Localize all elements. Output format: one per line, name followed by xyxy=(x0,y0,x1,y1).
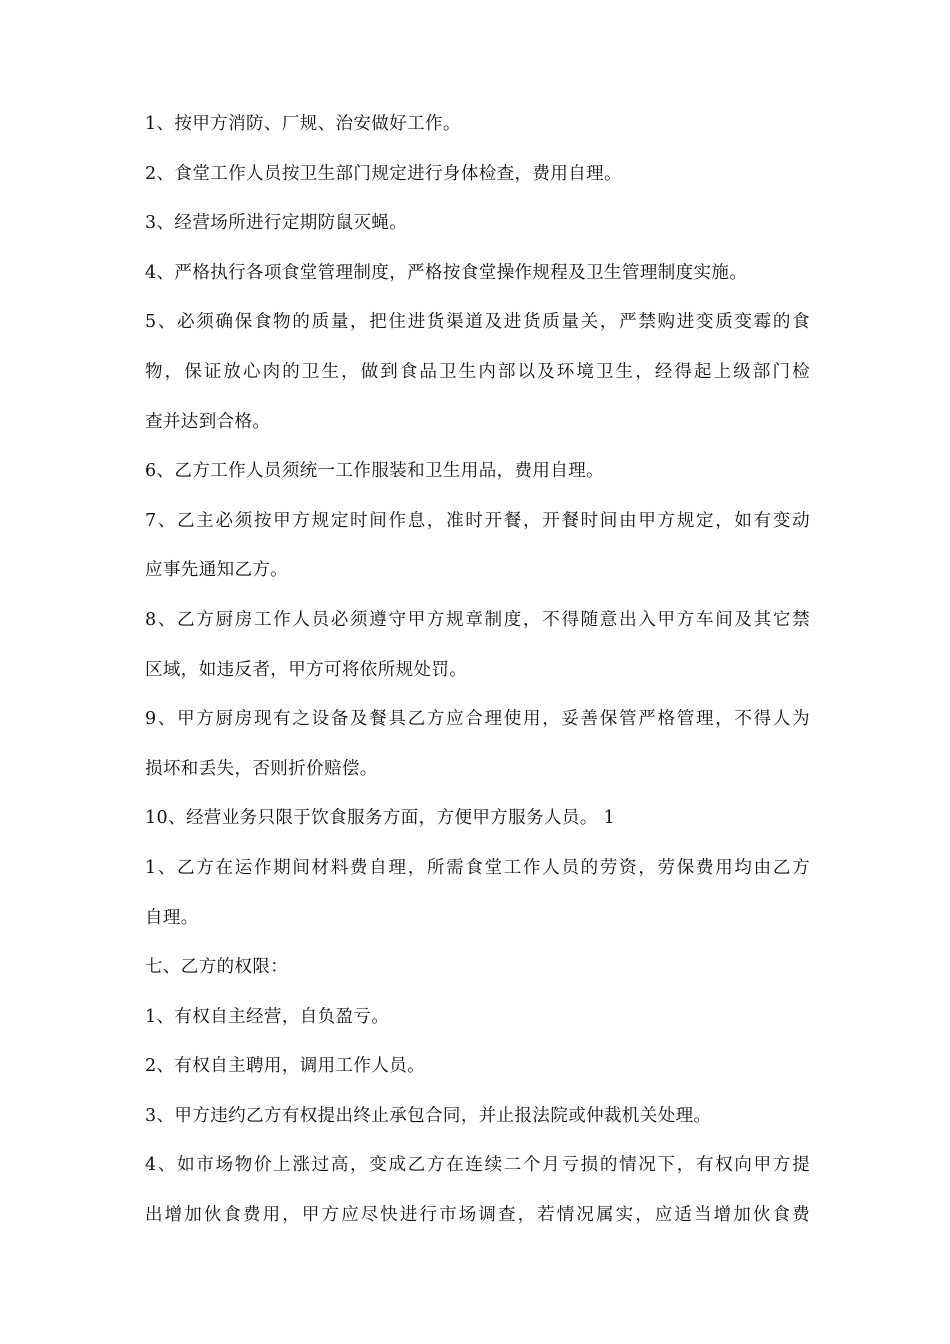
paragraph-line: 8、乙方厨房工作人员必须遵守甲方规章制度，不得随意出入甲方车间及其它禁 xyxy=(145,609,810,630)
paragraph-line: 3、经营场所进行定期防鼠灭蝇。 xyxy=(145,213,408,234)
paragraph-line: 区域，如违反者，甲方可将依所规处罚。 xyxy=(145,659,468,680)
paragraph-line: 1、按甲方消防、厂规、治安做好工作。 xyxy=(145,114,461,134)
paragraph-line: 查并达到合格。 xyxy=(145,411,271,432)
paragraph-line: 6、乙方工作人员须统一工作服装和卫生用品，费用自理。 xyxy=(145,461,605,482)
paragraph-line: 自理。 xyxy=(145,907,199,928)
paragraph-line: 9、甲方厨房现有之设备及餐具乙方应合理使用，妥善保管严格管理，不得人为 xyxy=(145,709,810,730)
paragraph-line: 物，保证放心肉的卫生，做到食品卫生内部以及环境卫生，经得起上级部门检 xyxy=(145,361,810,382)
paragraph-line: 10、经营业务只限于饮食服务方面，方便甲方服务人员。 1 xyxy=(145,808,616,829)
paragraph-line: 1、有权自主经营，自负盈亏。 xyxy=(145,1006,390,1027)
paragraph-line: 出增加伙食费用，甲方应尽快进行市场调查，若情况属实，应适当增加伙食费 xyxy=(145,1205,810,1226)
paragraph-line: 4、如市场物价上涨过高，变成乙方在连续二个月亏损的情况下，有权向甲方提 xyxy=(145,1155,810,1176)
paragraph-line: 5、必须确保食物的质量，把住进货渠道及进货质量关，严禁购进变质变霉的食 xyxy=(145,312,810,333)
paragraph-line: 7、乙主必须按甲方规定时间作息，准时开餐，开餐时间由甲方规定，如有变动 xyxy=(145,510,810,531)
paragraph-line: 损坏和丢失，否则折价赔偿。 xyxy=(145,758,378,779)
paragraph-line: 应事先通知乙方。 xyxy=(145,560,289,581)
paragraph-line: 七、乙方的权限： xyxy=(145,957,289,978)
paragraph-line: 1、乙方在运作期间材料费自理，所需食堂工作人员的劳资，劳保费用均由乙方 xyxy=(145,857,810,878)
paragraph-line: 2、有权自主聘用，调用工作人员。 xyxy=(145,1056,426,1077)
paragraph-line: 2、食堂工作人员按卫生部门规定进行身体检查，费用自理。 xyxy=(145,163,622,184)
paragraph-line: 3、甲方违约乙方有权提出终止承包合同，并止报法院或仲裁机关处理。 xyxy=(145,1105,712,1126)
document-body xyxy=(145,104,810,1245)
paragraph-line: 4、严格执行各项食堂管理制度，严格按食堂操作规程及卫生管理制度实施。 xyxy=(145,262,748,283)
